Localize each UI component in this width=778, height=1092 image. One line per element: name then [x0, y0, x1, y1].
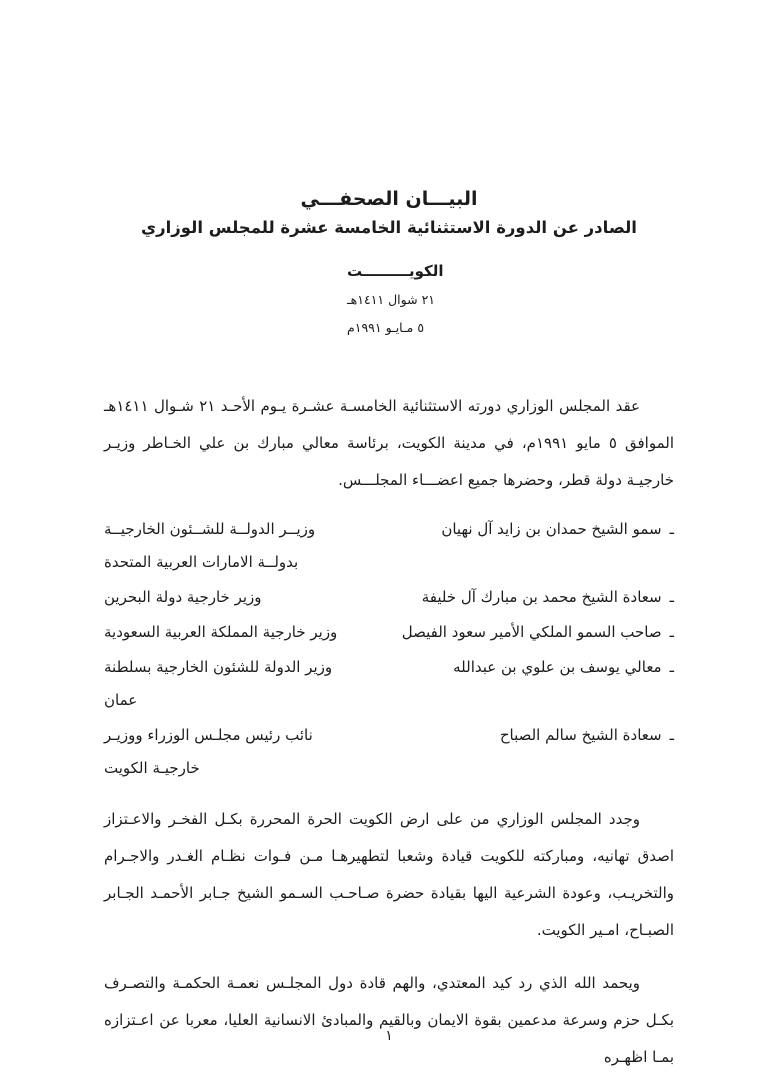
document-header [104, 186, 674, 244]
list-dash: ـ [669, 588, 674, 606]
attendee-name-text: سمو الشيخ حمدان بن زايد آل نهيان [441, 520, 662, 538]
attendee-row [104, 719, 674, 785]
attendee-name [374, 616, 674, 649]
list-dash: ـ [669, 623, 674, 641]
date-gregorian: ٥ مـايـو ١٩٩١م [347, 320, 425, 335]
paragraph-praise: ويحمد الله الذي رد كيد المعتدي، والهم قادة دول المجلـس نعمـة الحكمـة والتصـرف بكـل حزم وسرعة مدعمين بقوة الايمان وبالقيم والمبادئ الانسانية العليا، معربا عن اعـتزازه بمـا اظهـره [104, 974, 674, 1066]
attendee-name [374, 581, 674, 614]
document-title: البيـــان الصحفـــي [300, 188, 478, 210]
attendee-name-text: معالي يوسف بن علوي بن عبدالله [453, 658, 662, 676]
document-subtitle: الصادر عن الدورة الاستثنائية الخامسة عشرة للمجلس الوزاري [141, 218, 637, 237]
list-dash: ـ [669, 520, 674, 538]
attendee-name-text: سعادة الشيخ سالم الصباح [499, 726, 662, 744]
attendee-name-text: سعادة الشيخ محمد بن مبارك آل خليفة [421, 588, 662, 606]
attendee-title: وزير خارجية دولة البحرين [104, 588, 262, 606]
attendees-list [104, 513, 674, 785]
paragraph-congratulations: وجدد المجلس الوزاري من على ارض الكويت الحرة المحررة بكـل الفخـر والاعـتزاز اصدق تهانيه، ومباركته للكويت قيادة وشعبا لتطهيرهـا مـن فـوات نظـام الغـدر والاجـرام والتخريـب، وعودة الشرعية اليها بقيادة حضرة صـاحـب السـمو الشيخ جـابر الأحمـد الجـابر الصبـاح، امـير الكويت. [104, 810, 674, 939]
attendee-name [374, 513, 674, 546]
paragraph-opening: عقد المجلس الوزاري دورته الاستثنائية الخامسـة عشـرة يـوم الأحـد ٢١ شـوال ١٤١١هـ الموافق ٥ مايو ١٩٩١م، في مدينة الكويت، برئاسة معالي مبارك بن علي الخـاطر وزيـر خارجيـة دولة قطر، وحضرها جميع اعضـــاء المجلـــس. [104, 397, 674, 489]
attendee-name [374, 719, 674, 752]
page-number: ١ [385, 1028, 393, 1044]
attendee-title: وزيــر الدولــة للشــئون الخارجيــة بدولــة الامارات العربية المتحدة [104, 520, 316, 571]
attendee-row [104, 651, 674, 717]
attendee-row [104, 513, 674, 579]
attendee-title: نائب رئيس مجلـس الوزراء ووزيـر خارجيـة الكويت [104, 726, 313, 777]
document-meta [347, 256, 674, 342]
list-dash: ـ [669, 658, 674, 676]
place-line: الكويـــــــــت [347, 262, 444, 280]
list-dash: ـ [669, 726, 674, 744]
attendee-title: وزير خارجية المملكة العربية السعودية [104, 623, 338, 641]
attendee-row [104, 581, 674, 614]
date-hijri: ٢١ شوال ١٤١١هـ [347, 292, 435, 307]
attendee-row [104, 616, 674, 649]
attendee-name [374, 651, 674, 684]
attendee-title: وزير الدولة للشئون الخارجية بسلطنة عمان [104, 658, 333, 709]
attendee-name-text: صاحب السمو الملكي الأمير سعود الفيصل [401, 623, 662, 641]
